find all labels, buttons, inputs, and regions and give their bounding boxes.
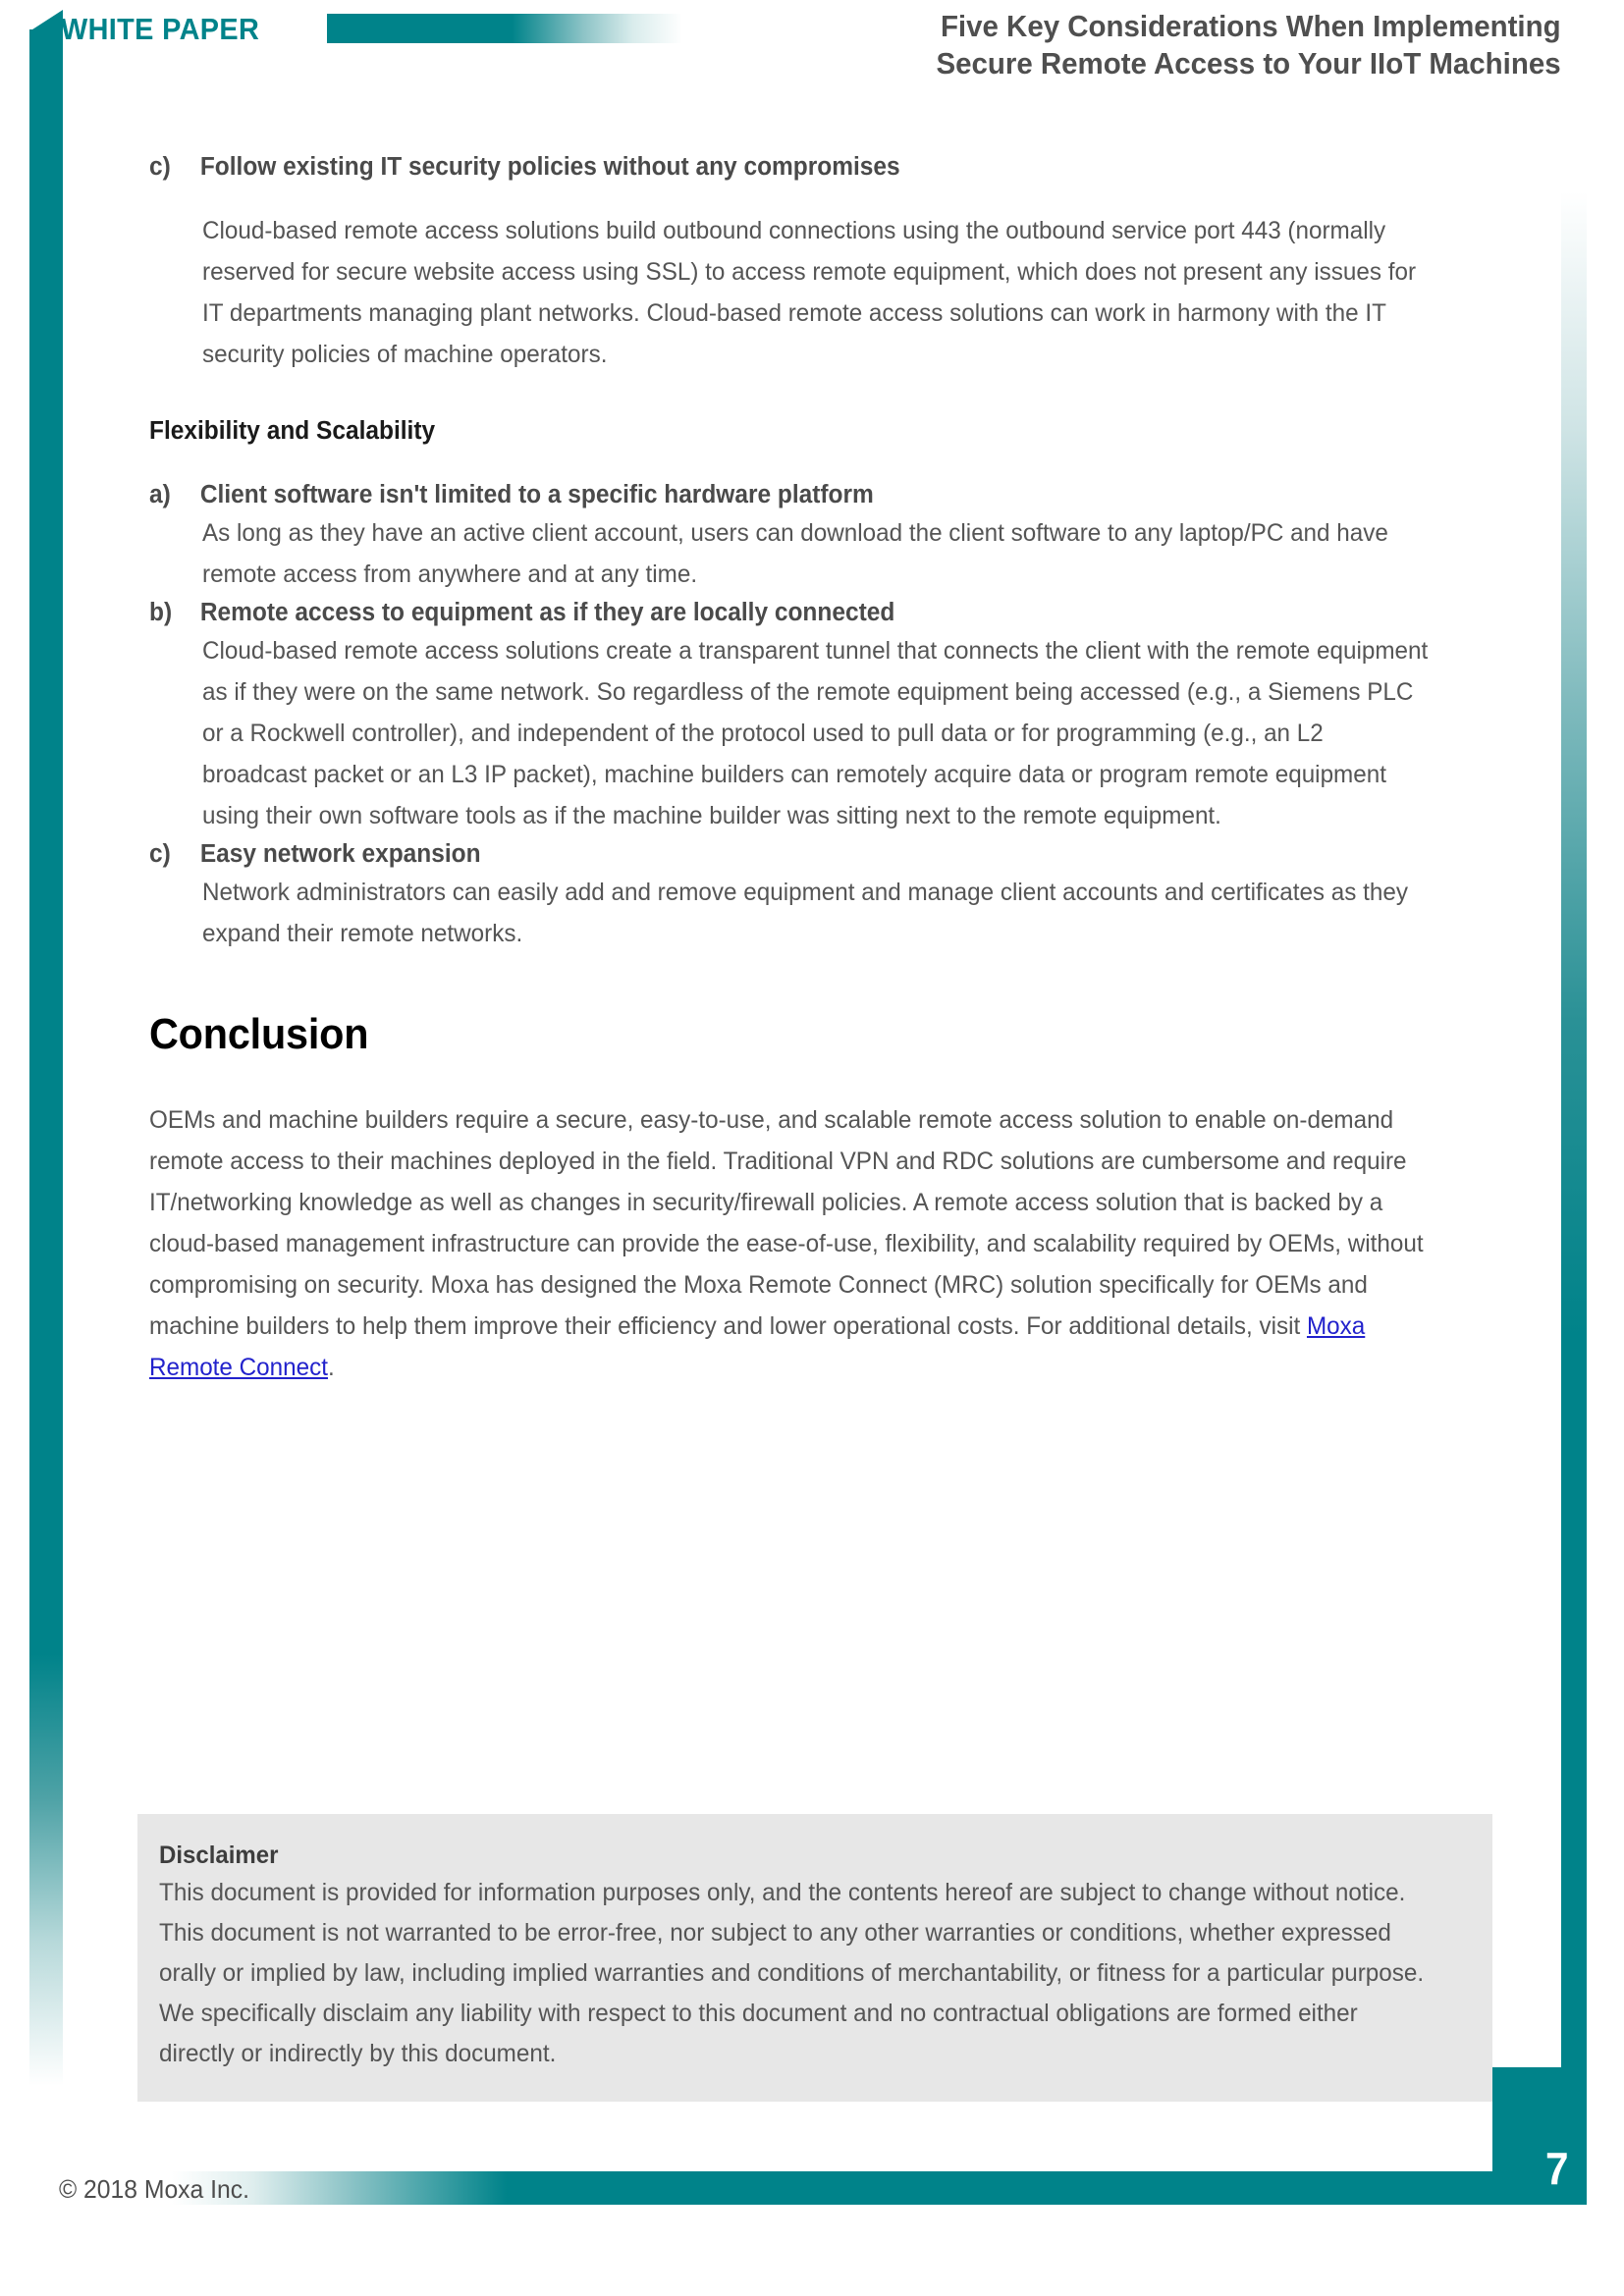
conclusion-heading: Conclusion	[149, 1010, 369, 1058]
page-number-block	[1492, 2067, 1587, 2205]
document-body	[149, 149, 1467, 1388]
list-item	[149, 595, 1467, 836]
document-title-line-2: Secure Remote Access to Your IIoT Machines	[936, 46, 1561, 80]
list-item-marker: c)	[149, 840, 171, 868]
copyright-notice: © 2018 Moxa Inc.	[59, 2174, 249, 2204]
list-item-marker: c)	[149, 153, 171, 181]
list-item	[149, 149, 1467, 375]
list-item-title: Easy network expansion	[199, 840, 481, 868]
conclusion-text-after-link: .	[327, 1354, 335, 1381]
list-item-text: Cloud-based remote access solutions build outbound connections using the outbound service port 443 (normally reserved for secure website access using SSL) to access remote equipment, which does not present any issues for IT departments managing plant networks. Cloud-based remote access solutions can work in harmony with the IT security policies of machine operators.	[202, 217, 1417, 368]
page-number: 7	[1545, 2143, 1569, 2194]
list-item	[149, 477, 1467, 595]
list-item	[149, 836, 1467, 954]
disclaimer-box	[137, 1814, 1492, 2102]
document-title-line-1: Five Key Considerations When Implementing	[941, 9, 1561, 43]
list-item-text: Cloud-based remote access solutions create a transparent tunnel that connects the client with the remote equipment as if they were on the same network. So regardless of the remote equipment being accessed (e.g., a Siemens PLC or a Rockwell controller), and independent of the protocol used to pull data or for programming (e.g., an L2 broadcast packet or an L3 IP packet), machine builders can remotely acquire data or program remote equipment using their own software tools as if the machine builder was sitting next to the remote equipment.	[202, 637, 1429, 829]
list-item-heading	[149, 149, 1414, 185]
list-item-title: Client software isn't limited to a specific hardware platform	[199, 481, 874, 508]
list-item-text: Network administrators can easily add and remove equipment and manage client accounts and certificates as they expand their remote networks.	[202, 879, 1408, 947]
list-item-marker: b)	[149, 599, 173, 626]
list-item-heading	[149, 836, 1414, 872]
disclaimer-text: This document is provided for information purposes only, and the contents hereof are subject to change without notice. This document is not warranted to be error-free, nor subject to any other warranties or conditions, whether expressed orally or implied by law, including implied warranties and conditions of merchantability, or fitness for a particular purpose. We specifically disclaim any liability with respect to this document and no contractual obligations are formed either directly or indirectly by this document.	[159, 1879, 1425, 2067]
list-item-title: Follow existing IT security policies without any compromises	[199, 153, 900, 181]
list-item-marker: a)	[149, 481, 171, 508]
list-item-heading	[149, 477, 1414, 512]
list-item-text: As long as they have an active client account, users can download the client software to any laptop/PC and have remote access from anywhere and at any time.	[202, 519, 1388, 588]
moxa-remote-connect-link[interactable]: Moxa Remote Connect	[149, 1312, 1366, 1381]
section-heading-flexibility: Flexibility and Scalability	[149, 417, 436, 445]
white-paper-accent-bar	[327, 14, 682, 43]
disclaimer-title: Disclaimer	[159, 1842, 279, 1869]
list-item-title: Remote access to equipment as if they are locally connected	[199, 599, 895, 626]
left-accent-bar	[29, 29, 63, 2086]
document-title	[937, 8, 1561, 82]
list-item-heading	[149, 595, 1414, 630]
page-header	[0, 0, 1624, 108]
right-accent-bar	[1561, 191, 1587, 2164]
conclusion-text-before-link: OEMs and machine builders require a secure, easy-to-use, and scalable remote access solution to enable on-demand remote access to their machines deployed in the field. Traditional VPN and RDC solutions are cumbersome and require IT/networking knowledge as well as changes in security/firewall policies. A remote access solution that is backed by a cloud-based management infrastructure can provide the ease-of-use, flexibility, and scalability required by OEMs, without compromising on security. Moxa has designed the Moxa Remote Connect (MRC) solution specifically for OEMs and machine builders to help them improve their efficiency and lower operational costs. For additional details, visit	[149, 1106, 1424, 1340]
white-paper-label: WHITE PAPER	[61, 12, 260, 46]
conclusion-paragraph	[149, 1099, 1428, 1388]
footer-accent-bar	[172, 2171, 1512, 2205]
